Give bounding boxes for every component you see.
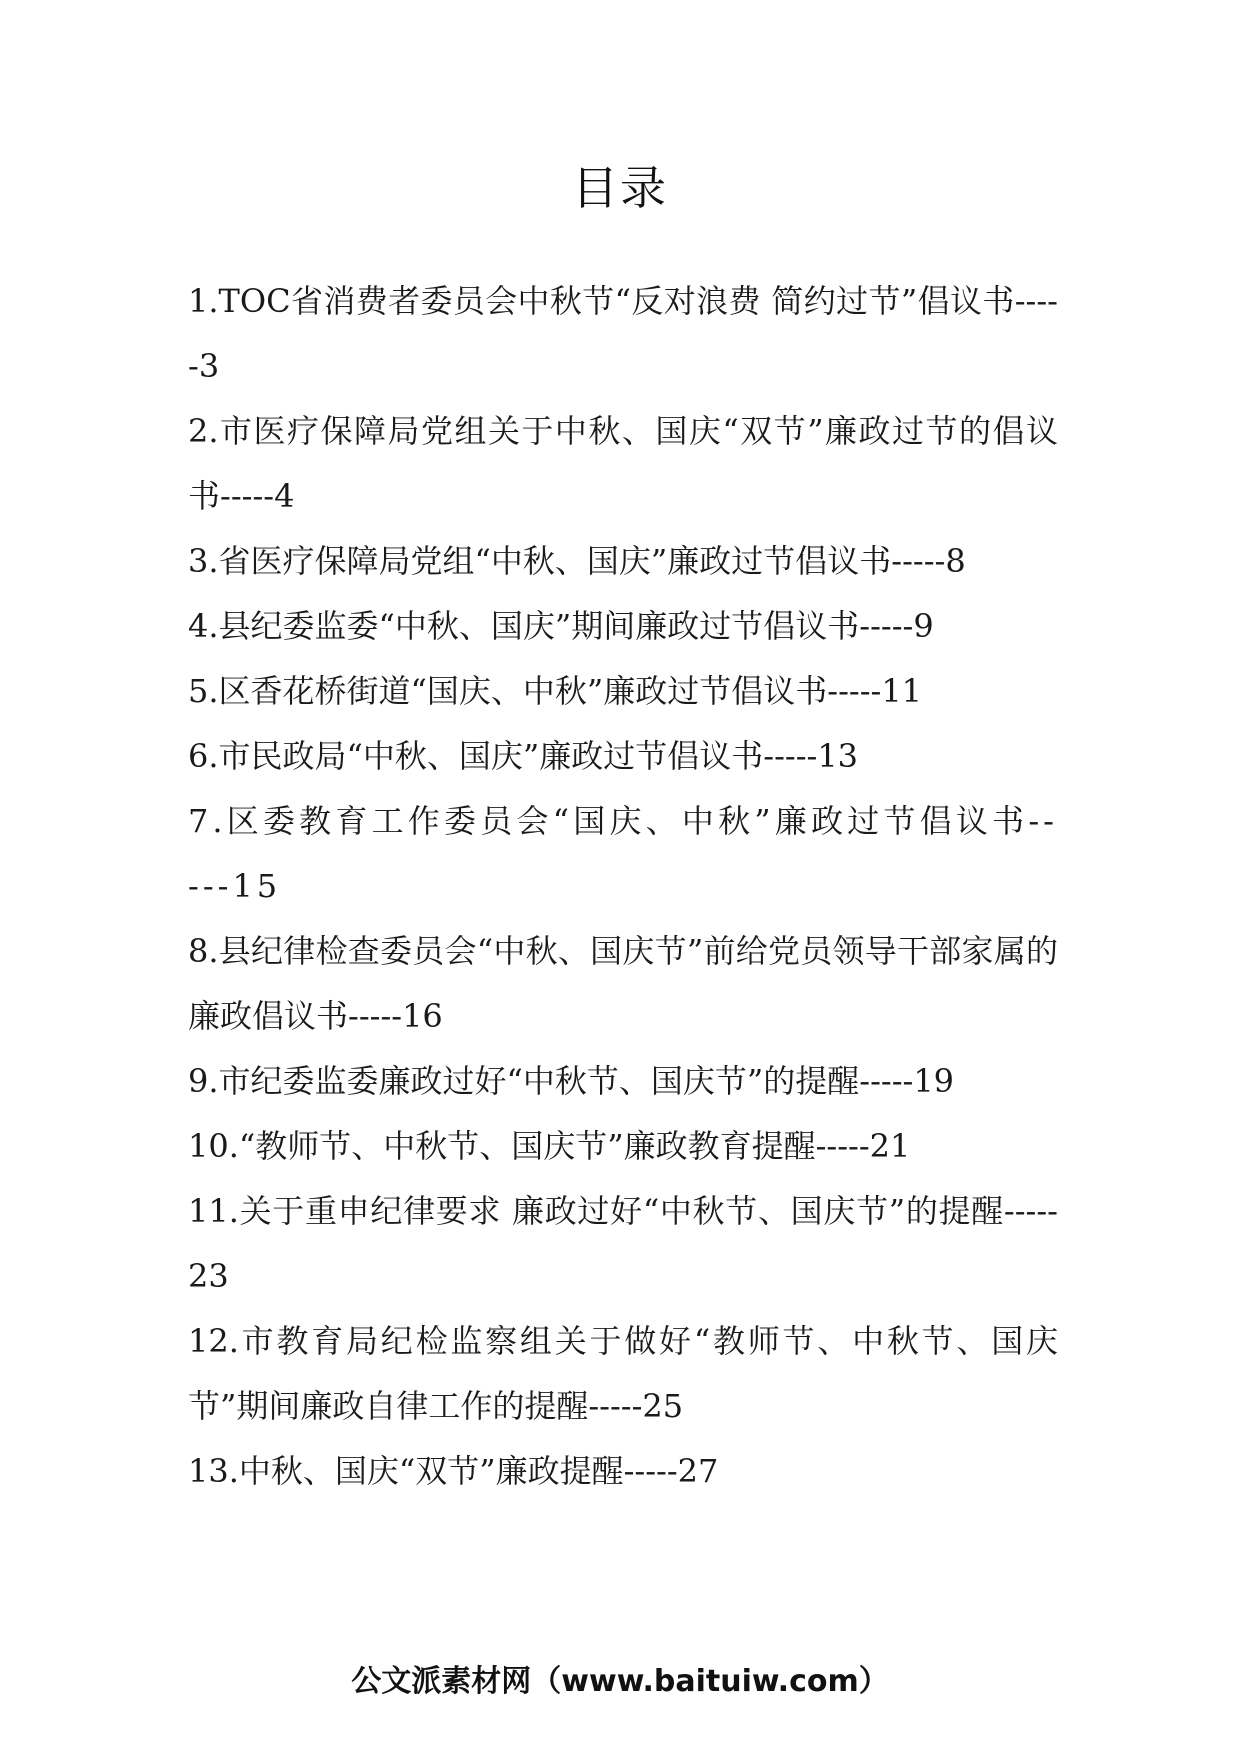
toc-entry-2: 2.市医疗保障局党组关于中秋、国庆“双节”廉政过节的倡议书-----4	[188, 412, 1058, 515]
toc-entry-4: 4.县纪委监委“中秋、国庆”期间廉政过节倡议书-----9	[188, 607, 934, 645]
page-title: 目录	[572, 161, 668, 215]
footer-watermark: 公文派素材网（www.baituiw.com）	[351, 1664, 889, 1699]
toc-entry-13: 13.中秋、国庆“双节”廉政提醒-----27	[188, 1452, 719, 1490]
toc-entry-9: 9.市纪委监委廉政过好“中秋节、国庆节”的提醒-----19	[188, 1062, 955, 1100]
toc-entry-6: 6.市民政局“中秋、国庆”廉政过节倡议书-----13	[188, 737, 859, 775]
toc-entry-11: 11.关于重申纪律要求 廉政过好“中秋节、国庆节”的提醒-----23	[188, 1192, 1058, 1295]
table-of-contents	[188, 269, 1058, 1504]
toc-entry-5: 5.区香花桥街道“国庆、中秋”廉政过节倡议书-----11	[188, 672, 923, 710]
toc-entry-7: 7.区委教育工作委员会“国庆、中秋”廉政过节倡议书-----15	[188, 802, 1058, 905]
toc-entry-10: 10.“教师节、中秋节、国庆节”廉政教育提醒-----21	[188, 1127, 911, 1165]
toc-entry-3: 3.省医疗保障局党组“中秋、国庆”廉政过节倡议书-----8	[188, 542, 966, 580]
toc-entry-12: 12.市教育局纪检监察组关于做好“教师节、中秋节、国庆节”期间廉政自律工作的提醒-----25	[188, 1322, 1058, 1425]
toc-entry-1: 1.TOC省消费者委员会中秋节“反对浪费 简约过节”倡议书-----3	[188, 282, 1058, 385]
toc-entry-8: 8.县纪律检查委员会“中秋、国庆节”前给党员领导干部家属的廉政倡议书-----16	[188, 932, 1058, 1035]
